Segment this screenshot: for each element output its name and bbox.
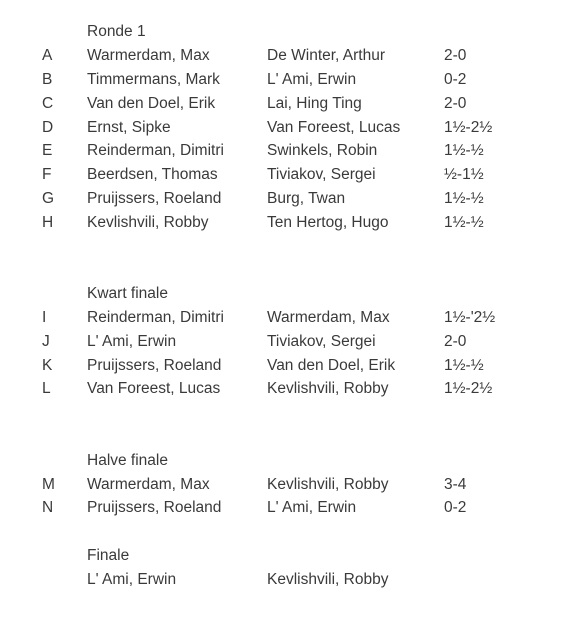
- player-white: Reinderman, Dimitri: [87, 309, 224, 326]
- game-row: [0, 45, 562, 67]
- player-black: Van Foreest, Lucas: [267, 119, 401, 136]
- game-row: [0, 497, 562, 519]
- game-letter: H: [42, 214, 54, 231]
- player-white: Van Foreest, Lucas: [87, 380, 221, 397]
- game-row: [0, 569, 562, 591]
- round-title: Halve finale: [87, 452, 168, 469]
- game-row: [0, 69, 562, 91]
- game-letter: K: [42, 357, 53, 374]
- game-score: ½-1½: [444, 166, 484, 183]
- player-white: Reinderman, Dimitri: [87, 142, 224, 159]
- game-score: 2-0: [444, 333, 467, 350]
- game-score: 0-2: [444, 71, 467, 88]
- player-black: Swinkels, Robin: [267, 142, 378, 159]
- player-white: L' Ami, Erwin: [87, 333, 177, 350]
- game-letter: C: [42, 95, 54, 112]
- game-score: 1½-½: [444, 214, 484, 231]
- player-black: Ten Hertog, Hugo: [267, 214, 389, 231]
- round-title: Kwart finale: [87, 285, 168, 302]
- player-black: Lai, Hing Ting: [267, 95, 362, 112]
- game-row: [0, 93, 562, 115]
- round-title: Ronde 1: [87, 23, 146, 40]
- game-score: 1½-2½: [444, 380, 493, 397]
- player-black: Tiviakov, Sergei: [267, 333, 376, 350]
- player-black: Kevlishvili, Robby: [267, 380, 389, 397]
- game-row: [0, 355, 562, 377]
- game-letter: I: [42, 309, 47, 326]
- player-white: Pruijssers, Roeland: [87, 357, 222, 374]
- player-white: Warmerdam, Max: [87, 476, 210, 493]
- player-white: Timmermans, Mark: [87, 71, 220, 88]
- player-black: L' Ami, Erwin: [267, 499, 357, 516]
- game-score: 1½-'2½: [444, 309, 496, 326]
- player-black: Van den Doel, Erik: [267, 357, 396, 374]
- player-black: Kevlishvili, Robby: [267, 571, 389, 588]
- game-score: 3-4: [444, 476, 467, 493]
- player-white: Pruijssers, Roeland: [87, 190, 222, 207]
- game-row: [0, 117, 562, 139]
- game-row: [0, 474, 562, 496]
- game-row: [0, 164, 562, 186]
- game-score: 1½-½: [444, 357, 484, 374]
- game-letter: G: [42, 190, 55, 207]
- game-letter: B: [42, 71, 53, 88]
- game-row: [0, 331, 562, 353]
- player-black: L' Ami, Erwin: [267, 71, 357, 88]
- game-letter: L: [42, 380, 51, 397]
- player-white: Beerdsen, Thomas: [87, 166, 218, 183]
- player-black: Tiviakov, Sergei: [267, 166, 376, 183]
- game-row: [0, 307, 562, 329]
- player-white: Van den Doel, Erik: [87, 95, 216, 112]
- game-row: [0, 140, 562, 162]
- game-score: 1½-½: [444, 190, 484, 207]
- player-white: Kevlishvili, Robby: [87, 214, 209, 231]
- game-row: [0, 212, 562, 234]
- game-score: 2-0: [444, 95, 467, 112]
- game-row: [0, 378, 562, 400]
- player-black: Kevlishvili, Robby: [267, 476, 389, 493]
- game-score: 1½-½: [444, 142, 484, 159]
- game-row: [0, 188, 562, 210]
- player-white: L' Ami, Erwin: [87, 571, 177, 588]
- game-score: 1½-2½: [444, 119, 493, 136]
- player-white: Ernst, Sipke: [87, 119, 171, 136]
- player-black: Burg, Twan: [267, 190, 346, 207]
- player-black: Warmerdam, Max: [267, 309, 390, 326]
- player-white: Pruijssers, Roeland: [87, 499, 222, 516]
- player-black: De Winter, Arthur: [267, 47, 386, 64]
- game-score: 2-0: [444, 47, 467, 64]
- game-letter: J: [42, 333, 50, 350]
- game-letter: N: [42, 499, 54, 516]
- game-letter: F: [42, 166, 52, 183]
- game-score: 0-2: [444, 499, 467, 516]
- game-letter: A: [42, 47, 53, 64]
- game-letter: D: [42, 119, 54, 136]
- round-title: Finale: [87, 547, 130, 564]
- game-letter: E: [42, 142, 53, 159]
- player-white: Warmerdam, Max: [87, 47, 210, 64]
- game-letter: M: [42, 476, 55, 493]
